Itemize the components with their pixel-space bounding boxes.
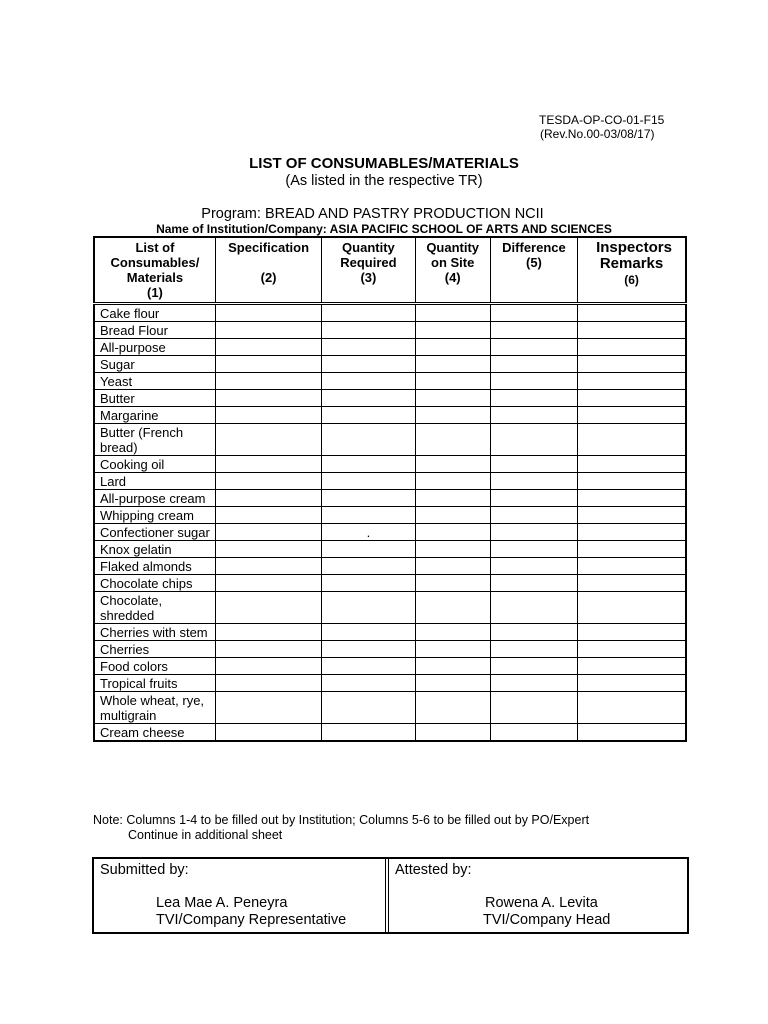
material-name-cell: Butter (French bread) [94,424,215,456]
table-row [94,724,686,742]
quantity-required-cell[interactable] [322,641,415,658]
quantity-on-site-cell[interactable] [415,456,490,473]
quantity-required-cell[interactable] [322,322,415,339]
specification-cell[interactable] [215,322,321,339]
material-name-cell: Sugar [94,356,215,373]
specification-cell[interactable] [215,424,321,456]
quantity-required-cell[interactable] [322,507,415,524]
table-row [94,641,686,658]
difference-cell[interactable] [490,592,577,624]
material-name-cell: Cherries [94,641,215,658]
specification-cell[interactable] [215,575,321,592]
remarks-cell[interactable] [578,473,686,490]
table-row [94,390,686,407]
table-row [94,558,686,575]
quantity-required-cell[interactable] [322,490,415,507]
quantity-required-cell[interactable] [322,575,415,592]
quantity-on-site-cell[interactable] [415,473,490,490]
remarks-cell[interactable] [578,641,686,658]
remarks-cell[interactable] [578,507,686,524]
quantity-on-site-cell[interactable] [415,541,490,558]
page-title: LIST OF CONSUMABLES/MATERIALS [249,155,519,172]
material-name-cell: Whipping cream [94,507,215,524]
material-name-cell: Food colors [94,658,215,675]
difference-cell[interactable] [490,641,577,658]
remarks-cell[interactable] [578,322,686,339]
specification-cell[interactable] [215,541,321,558]
specification-cell[interactable] [215,658,321,675]
quantity-required-cell[interactable] [322,304,415,322]
difference-cell[interactable] [490,424,577,456]
quantity-on-site-cell[interactable] [415,507,490,524]
quantity-on-site-cell[interactable] [415,624,490,641]
quantity-required-cell[interactable] [322,456,415,473]
table-row [94,373,686,390]
material-name-cell: Butter [94,390,215,407]
difference-cell[interactable] [490,473,577,490]
quantity-on-site-cell[interactable] [415,390,490,407]
material-name-cell: Flaked almonds [94,558,215,575]
quantity-required-cell[interactable] [322,473,415,490]
specification-cell[interactable] [215,339,321,356]
quantity-on-site-cell[interactable] [415,524,490,541]
difference-cell[interactable] [490,490,577,507]
material-name-cell: Yeast [94,373,215,390]
remarks-cell[interactable] [578,356,686,373]
specification-cell[interactable] [215,692,321,724]
attested-by-name: Rowena A. Levita [485,895,598,911]
difference-cell[interactable] [490,304,577,322]
submitted-by-section [94,859,389,932]
difference-cell[interactable] [490,339,577,356]
table-row [94,456,686,473]
remarks-cell[interactable] [578,304,686,322]
difference-cell[interactable] [490,456,577,473]
quantity-required-cell[interactable] [322,724,415,742]
quantity-on-site-cell[interactable] [415,692,490,724]
institution-name: Name of Institution/Company: ASIA PACIFIC SCHOOL OF ARTS AND SCIENCES [156,222,612,236]
quantity-required-cell[interactable] [322,675,415,692]
form-code: TESDA-OP-CO-01-F15 [539,113,665,127]
specification-cell[interactable] [215,558,321,575]
remarks-cell[interactable] [578,339,686,356]
quantity-on-site-cell[interactable] [415,592,490,624]
program-name: Program: BREAD AND PASTRY PRODUCTION NCII [201,206,544,222]
specification-cell[interactable] [215,356,321,373]
material-name-cell: Whole wheat, rye, multigrain [94,692,215,724]
difference-cell[interactable] [490,322,577,339]
quantity-required-cell[interactable] [322,390,415,407]
difference-cell[interactable] [490,692,577,724]
specification-cell[interactable] [215,490,321,507]
remarks-cell[interactable] [578,558,686,575]
quantity-on-site-cell[interactable] [415,658,490,675]
submitted-by-label: Submitted by: [100,862,189,878]
remarks-cell[interactable] [578,373,686,390]
material-name-cell: Cherries with stem [94,624,215,641]
quantity-on-site-cell[interactable] [415,558,490,575]
quantity-required-cell[interactable] [322,592,415,624]
quantity-on-site-cell[interactable] [415,675,490,692]
remarks-cell[interactable] [578,658,686,675]
table-row [94,507,686,524]
remarks-cell[interactable] [578,675,686,692]
material-name-cell: Bread Flour [94,322,215,339]
specification-cell[interactable] [215,724,321,742]
difference-cell[interactable] [490,541,577,558]
table-row [94,592,686,624]
table-row [94,356,686,373]
remarks-cell[interactable] [578,456,686,473]
difference-cell[interactable] [490,675,577,692]
table-row [94,541,686,558]
material-name-cell: Tropical fruits [94,675,215,692]
difference-cell[interactable] [490,658,577,675]
specification-cell[interactable] [215,524,321,541]
quantity-required-cell[interactable] [322,407,415,424]
difference-cell[interactable] [490,724,577,742]
table-row [94,339,686,356]
remarks-cell[interactable] [578,407,686,424]
column-header-quantity-required: Quantity Required (3) [322,237,415,304]
difference-cell[interactable] [490,575,577,592]
consumables-table [93,236,687,742]
form-code-block [539,113,664,141]
remarks-cell[interactable] [578,541,686,558]
attested-by-label: Attested by: [395,862,472,878]
remarks-cell[interactable] [578,390,686,407]
remarks-cell[interactable] [578,424,686,456]
quantity-on-site-cell[interactable] [415,641,490,658]
specification-cell[interactable] [215,407,321,424]
quantity-on-site-cell[interactable] [415,575,490,592]
signature-box [92,857,689,934]
table-row [94,473,686,490]
quantity-on-site-cell[interactable] [415,724,490,742]
table-row [94,424,686,456]
quantity-required-cell[interactable] [322,373,415,390]
specification-cell[interactable] [215,373,321,390]
table-body [94,304,686,742]
material-name-cell: Cream cheese [94,724,215,742]
table-row [94,490,686,507]
difference-cell[interactable] [490,356,577,373]
note [93,813,589,842]
quantity-required-cell[interactable] [322,658,415,675]
table-row [94,322,686,339]
quantity-on-site-cell[interactable] [415,490,490,507]
quantity-required-cell[interactable] [322,339,415,356]
difference-cell[interactable] [490,558,577,575]
quantity-required-cell[interactable] [322,692,415,724]
submitted-by-name: Lea Mae A. Peneyra [156,895,288,911]
difference-cell[interactable] [490,524,577,541]
quantity-on-site-cell[interactable] [415,424,490,456]
submitted-by-role: TVI/Company Representative [156,912,347,928]
table-row [94,658,686,675]
quantity-on-site-cell[interactable] [415,356,490,373]
specification-cell[interactable] [215,390,321,407]
quantity-required-cell[interactable] [322,524,415,541]
table-row [94,692,686,724]
stray-mark: . [366,525,371,540]
specification-cell[interactable] [215,507,321,524]
material-name-cell: Confectioner sugar [94,524,215,541]
difference-cell[interactable] [490,624,577,641]
quantity-on-site-cell[interactable] [415,304,490,322]
revision-number: (Rev.No.00-03/08/17) [540,127,655,141]
quantity-on-site-cell[interactable] [415,322,490,339]
note-line-1: Note: Columns 1-4 to be filled out by Institution; Columns 5-6 to be filled out by PO/Expert [93,813,590,827]
quantity-on-site-cell[interactable] [415,339,490,356]
material-name-cell: Margarine [94,407,215,424]
remarks-cell[interactable] [578,624,686,641]
quantity-required-cell[interactable] [322,624,415,641]
table-row [94,575,686,592]
quantity-on-site-cell[interactable] [415,373,490,390]
material-name-cell: Chocolate, shredded [94,592,215,624]
quantity-required-cell[interactable] [322,558,415,575]
table-row [94,524,686,541]
remarks-cell[interactable] [578,692,686,724]
material-name-cell: Knox gelatin [94,541,215,558]
quantity-required-cell[interactable] [322,356,415,373]
material-name-cell: All-purpose cream [94,490,215,507]
material-name-cell: Lard [94,473,215,490]
attested-by-role: TVI/Company Head [483,912,611,928]
column-header-difference: Difference (5) [490,237,577,304]
specification-cell[interactable] [215,675,321,692]
specification-cell[interactable] [215,473,321,490]
material-name-cell: Cooking oil [94,456,215,473]
table-row [94,675,686,692]
page-subtitle: (As listed in the respective TR) [285,173,483,189]
remarks-cell[interactable] [578,724,686,742]
column-header-specification: Specification (2) [215,237,321,304]
quantity-required-cell[interactable] [322,541,415,558]
specification-cell[interactable] [215,304,321,322]
difference-cell[interactable] [490,390,577,407]
specification-cell[interactable] [215,456,321,473]
column-header-materials: List of Consumables/ Materials (1) [94,237,215,304]
material-name-cell: Chocolate chips [94,575,215,592]
note-line-2: Continue in additional sheet [128,827,283,842]
material-name-cell: All-purpose [94,339,215,356]
table-row [94,304,686,322]
column-header-quantity-on-site: Quantity on Site (4) [415,237,490,304]
remarks-cell[interactable] [578,575,686,592]
specification-cell[interactable] [215,592,321,624]
difference-cell[interactable] [490,407,577,424]
remarks-cell[interactable] [578,490,686,507]
specification-cell[interactable] [215,641,321,658]
table-row [94,624,686,641]
difference-cell[interactable] [490,507,577,524]
attested-by-section [389,859,687,932]
remarks-cell[interactable] [578,592,686,624]
column-header-inspectors-remarks: Inspectors Remarks (6) [578,237,686,304]
table-header-row [94,237,686,304]
quantity-on-site-cell[interactable] [415,407,490,424]
material-name-cell: Cake flour [94,304,215,322]
table-row [94,407,686,424]
quantity-required-cell[interactable] [322,424,415,456]
difference-cell[interactable] [490,373,577,390]
specification-cell[interactable] [215,624,321,641]
remarks-cell[interactable] [578,524,686,541]
